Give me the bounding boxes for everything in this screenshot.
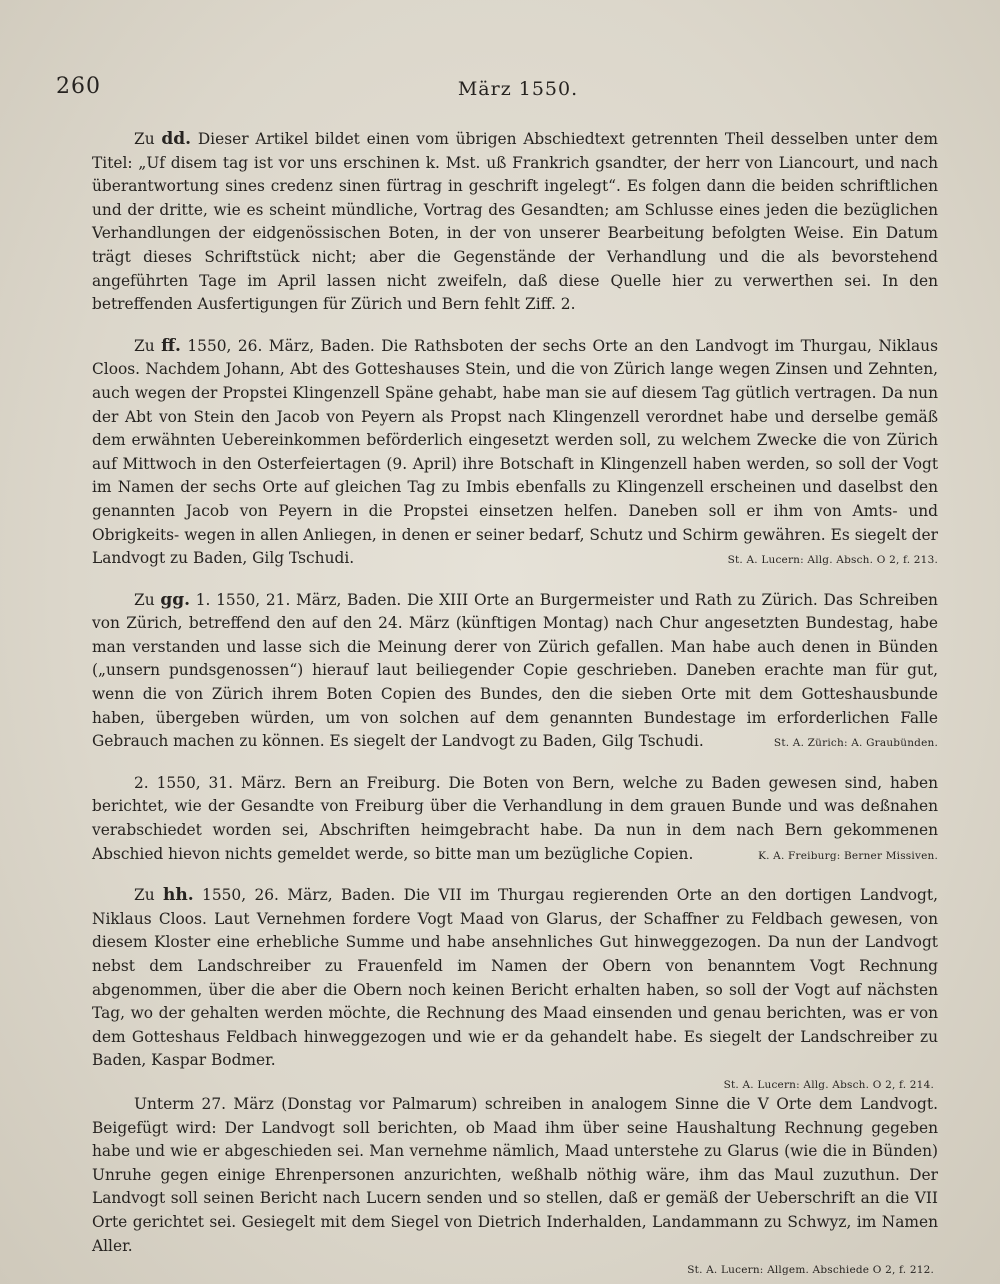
paragraph-gg-2 [92,772,938,866]
paragraph-prefix: Zu [134,130,155,148]
paragraph-text: 1550, 26. März, Baden. Die Rathsboten der sechs Orte an den Landvogt im Thurgau, Niklaus Cloos. Nachdem Johann, Abt des Gotteshauses Stein, und die von Zürich lange wegen Zinsen und Zehnten, auch wegen der Propstei Klingenzell Späne gehabt, habe man sie auf diesem Tag gütlich vertragen. Da nun der Abt von Stein den Jacob von Peyern als Propst nach Klingenzell verordnet habe und derselbe gemäß dem erwähnten Uebereinkommen beförderlich eingesetzt werden soll, zu welchem Zwecke die von Zürich auf Mittwoch in den Osterfeiertagen (9. April) ihre Botschaft in Klingenzell haben werden, so soll der Vogt im Namen der sechs Orte auf gleichen Tag zu Imbis ebenfalls zu Klingenzell erscheinen und daselbst den genannten Jacob von Peyern in die Propstei einsetzen helfen. Daneben soll er ihm von Amts- und Obrigkeits- wegen in allen Anliegen, in denen er seiner bedarf, Schutz und Schirm gewähren. Es siegelt der Landvogt zu Baden, Gilg Tschudi. [92,336,938,568]
source-citation: St. A. Lucern: Allg. Absch. O 2, f. 214. [723,1078,934,1091]
paragraph-hh [92,884,938,1073]
source-citation: St. A. Zürich: A. Graubünden. [773,737,938,750]
paragraph-text: Unterm 27. März (Donstag vor Palmarum) schreiben in analogem Sinne die V Orte dem Landvogt. Beigefügt wird: Der Landvogt soll berichten, ob Maad ihm über seine Haushaltung Rechnung gegeben habe und wie er abgeschieden sei. Man vernehme nämlich, Maad unterstehe zu Glarus (wie die in Bünden) Unruhe gegen einige Ehrenpersonen anzurichten, weßhalb nöthig wäre, ihm das Maul zuzuthun. Der Landvogt soll seinen Bericht nach Lucern senden und so stellen, daß er gemäß der Ueberschrift an die VII Orte gerichtet sei. Gesiegelt mit dem Siegel von Dietrich Inderhalden, Landammann zu Schwyz, im Namen Aller. [92,1094,938,1255]
paragraph-prefix: Zu [134,336,155,355]
paragraph-prefix: Zu [134,590,155,609]
document-body [92,128,938,1278]
page-number: 260 [56,74,101,99]
paragraph-label: gg. [160,589,191,610]
paragraph-gg-1 [92,589,938,754]
paragraph-label: ff. [161,335,181,356]
running-title: März 1550. [457,78,579,100]
source-citation: St. A. Lucern: Allgem. Abschiede O 2, f. 212. [687,1264,934,1277]
source-citation: K. A. Freiburg: Berner Missiven. [758,849,938,862]
paragraph-hh-addendum [92,1093,938,1258]
paragraph-prefix: Zu [134,886,155,905]
paragraph-text: Dieser Artikel bildet einen vom übrigen Abschiedtext getrennten Theil desselben unter dem Titel: „Uf disem tag ist vor uns erschinen k. Mst. uß Frankrich gsandter, der herr von Liancourt, und nach überantwortung sines credenz sinen fürtrag in geschrift ingelegt“. Es folgen dann die beiden schriftlichen und der dritte, wie es scheint mündliche, Vortrag des Gesandten; am Schlusse eines jeden die bezüglichen Verhandlungen der eidgenössischen Boten, in der von unserer Bearbeitung befolgten Weise. Ein Datum trägt dieses Schriftstück nicht; aber die Gegenstände der Verhandlung und die als bevorstehend angeführten Tage im April lassen nicht zweifeln, daß diese Quelle hier zu verwerthen sei. In den betreffenden Ausfertigungen für Zürich und Bern fehlt Ziff. 2. [92,130,938,314]
paragraph-text: 1550, 26. März, Baden. Die VII im Thurgau regierenden Orte an den dortigen Landvogt, Niklaus Cloos. Laut Vernehmen fordere Vogt Maad von Glarus, der Schaffner zu Feldbach gewesen, von diesem Kloster eine erhebliche Summe und habe ansehnliches Gut hinweggezogen. Da nun der Landvogt nebst dem Landschreiber zu Frauenfeld im Namen der Obern von benanntem Vogt Rechnung abgenommen, über die aber die Obern noch keinen Bericht erhalten haben, so soll der Vogt auf nächsten Tag, wo der gehalten werden möchte, die Rechnung des Maad einsenden und genau berichten, was er von dem Gotteshaus Feldbach hinweggezogen und wie er da gehandelt habe. Es siegelt der Landschreiber zu Baden, Kaspar Bodmer. [92,886,938,1070]
paragraph-label: dd. [161,129,192,149]
paragraph-dd [92,128,938,317]
paragraph-text: 2. 1550, 31. März. Bern an Freiburg. Die Boten von Bern, welche zu Baden gewesen sind, haben berichtet, wie der Gesandte von Freiburg über die Verhandlung in dem grauen Bunde und was deßnahen verabschiedet worden sei, Abschriften heimgebracht habe. Da nun in dem nach Bern gekommenen Abschied hievon nichts gemeldet werde, so bitte man um bezügliche Copien. [92,773,938,863]
page-header [56,74,940,104]
paragraph-text: 1. 1550, 21. März, Baden. Die XIII Orte an Burgermeister und Rath zu Zürich. Das Schreiben von Zürich, betreffend den auf den 24. März (künftigen Montag) nach Chur angesetzten Bundestag, habe man verstanden und lasse sich die Meinung derer von Zürich gefallen. Man habe auch denen in Bünden („unsern pundsgenossen“) hierauf laut beiliegender Copie geschrieben. Daneben erachte man für gut, wenn die von Zürich ihrem Boten Copien des Bundes, den die sieben Orte mit dem Gotteshausbunde haben, übergeben würden, um von solchen auf dem genannten Bundestage im erforderlichen Falle Gebrauch machen zu können. Es siegelt der Landvogt zu Baden, Gilg Tschudi. [92,590,938,751]
paragraph-ff [92,335,938,571]
paragraph-label: hh. [163,885,194,906]
source-citation: St. A. Lucern: Allg. Absch. O 2, f. 213. [727,554,938,567]
